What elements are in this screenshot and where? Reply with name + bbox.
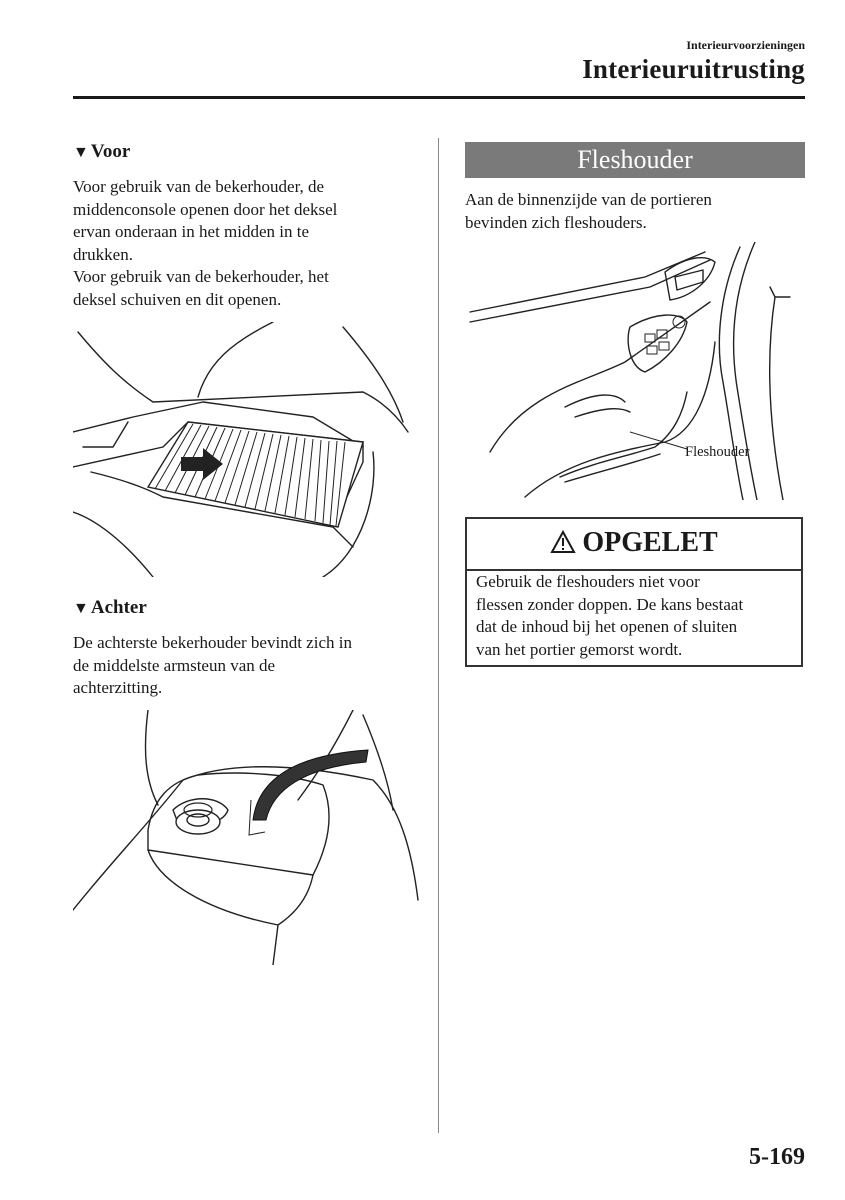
- text-line: achterzitting.: [73, 678, 163, 698]
- caution-header: [467, 519, 801, 567]
- cup-holder-icon: [176, 803, 220, 834]
- lift-arrow-icon: [253, 750, 368, 820]
- door-illustration: [465, 242, 805, 500]
- fleshouder-banner: Fleshouder: [465, 142, 805, 178]
- text-line: bevinden zich fleshouders.: [465, 212, 647, 232]
- fleshouder-intro: [465, 189, 805, 234]
- voor-heading-text: Voor: [90, 141, 131, 162]
- achter-heading: [73, 597, 147, 619]
- text-line: Gebruik de fleshouders niet voor: [476, 572, 700, 591]
- fleshouder-callout: Fleshouder: [685, 444, 750, 460]
- voor-paragraph: [73, 176, 428, 312]
- caution-text: [476, 571, 795, 661]
- header-rule: [73, 96, 805, 99]
- text-line: de middelste armsteun van de: [73, 655, 276, 675]
- text-line: De achterste bekerhouder bevindt zich in: [73, 633, 352, 652]
- caution-title: OPGELET: [582, 527, 718, 558]
- running-header-chapter: Interieurvoorzieningen: [686, 38, 805, 52]
- triangle-down-icon: ▼: [73, 600, 89, 617]
- running-header-section: Interieuruitrusting: [582, 54, 805, 84]
- voor-heading: [73, 141, 130, 163]
- warning-triangle-icon: [550, 530, 576, 554]
- text-line: middenconsole openen door het deksel: [73, 199, 338, 219]
- caution-box: [465, 517, 803, 667]
- achter-heading-text: Achter: [90, 597, 147, 618]
- text-line: dat de inhoud bij het openen of sluiten: [476, 617, 738, 637]
- achter-paragraph: [73, 632, 428, 700]
- page-number: 5-169: [749, 1144, 805, 1170]
- text-line: deksel schuiven en dit openen.: [73, 289, 282, 309]
- text-line: Voor gebruik van de bekerhouder, de: [73, 177, 325, 196]
- column-divider: [438, 138, 439, 1133]
- triangle-down-icon: ▼: [73, 144, 89, 161]
- text-line: Voor gebruik van de bekerhouder, het: [73, 267, 329, 287]
- rear-armrest-illustration: [73, 710, 428, 965]
- text-line: ervan onderaan in het midden in te: [73, 222, 310, 242]
- text-line: Aan de binnenzijde van de portieren: [465, 190, 712, 209]
- text-line: flessen zonder doppen. De kans bestaat: [476, 594, 744, 614]
- text-line: van het portier gemorst wordt.: [476, 639, 683, 659]
- text-line: drukken.: [73, 244, 133, 264]
- front-console-illustration: [73, 322, 428, 577]
